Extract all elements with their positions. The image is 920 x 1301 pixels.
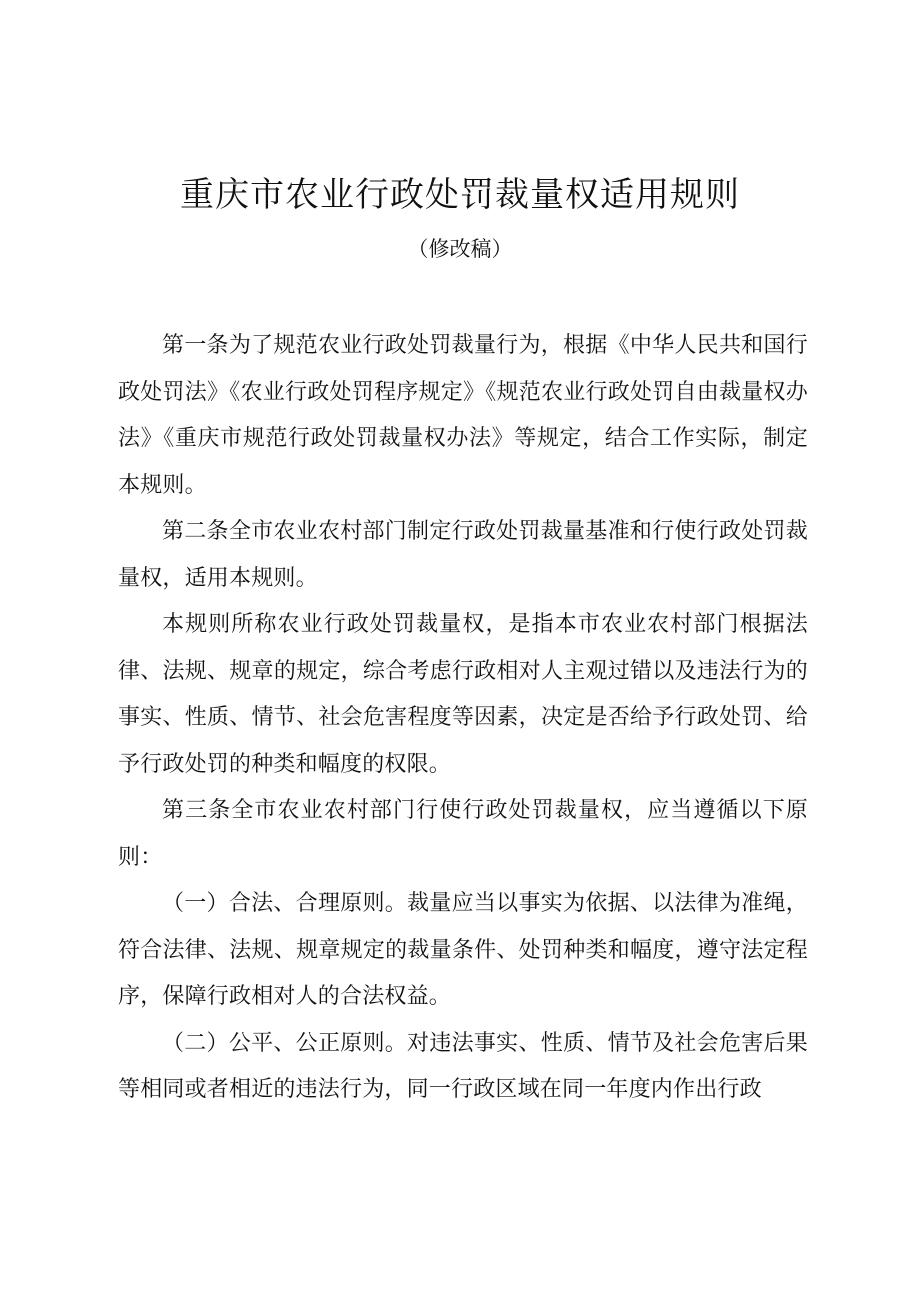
paragraph-principle-2: （二）公平、公正原则。对违法事实、性质、情节及社会危害后果等相同或者相近的违法行为，同一行政区域在同一年度内作出行政 (118, 1030, 808, 1102)
document-body (118, 323, 808, 1114)
paragraph-principle-1: （一）合法、合理原则。裁量应当以事实为依据、以法律为准绳，符合法律、法规、规章规定的裁量条件、处罚种类和幅度，遵守法定程序，保障行政相对人的合法权益。 (118, 891, 808, 1009)
paragraph-article-1: 第一条为了规范农业行政处罚裁量行为，根据《中华人民共和国行政处罚法》《农业行政处罚程序规定》《规范农业行政处罚自由裁量权办法》《重庆市规范行政处罚裁量权办法》等规定，结合工作实际，制定本规则。 (118, 333, 808, 498)
paragraph-definition: 本规则所称农业行政处罚裁量权，是指本市农业农村部门根据法律、法规、规章的规定，综合考虑行政相对人主观过错以及违法行为的事实、性质、情节、社会危害程度等因素，决定是否给予行政处罚、给予行政处罚的种类和幅度的权限。 (118, 612, 808, 777)
document-title: 重庆市农业行政处罚裁量权适用规则 (180, 175, 740, 215)
paragraph-article-3: 第三条全市农业农村部门行使行政处罚裁量权，应当遵循以下原则： (118, 798, 808, 870)
document-subtitle: （修改稿） (407, 237, 513, 261)
paragraph-article-2: 第二条全市农业农村部门制定行政处罚裁量基准和行使行政处罚裁量权，适用本规则。 (118, 519, 808, 591)
